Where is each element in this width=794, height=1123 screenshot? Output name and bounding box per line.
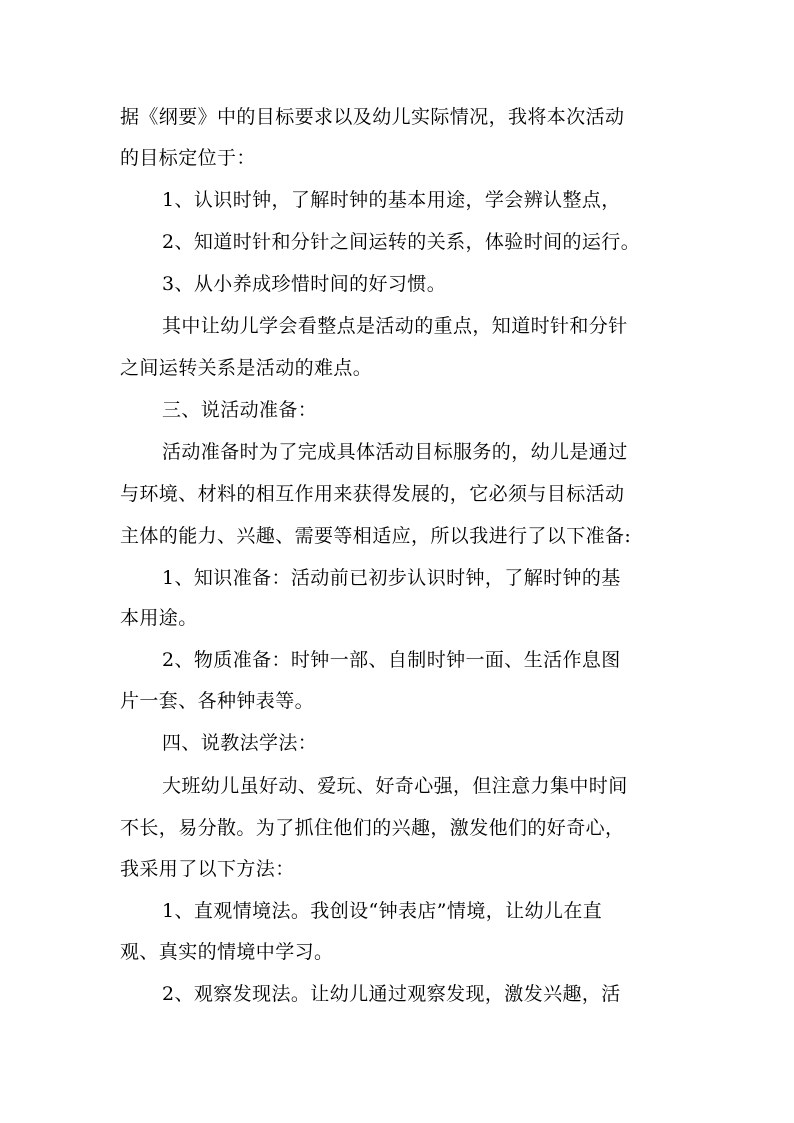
text-line: 1、直观情境法。我创设“钟表店”情境，让幼儿在直 <box>162 900 603 922</box>
text-line: 本用途。 <box>120 607 198 629</box>
text-line: 观、真实的情境中学习。 <box>120 941 334 963</box>
text-line: 1、知识准备：活动前已初步认识时钟，了解时钟的基 <box>162 567 621 589</box>
text-line: 片一套、各种钟表等。 <box>120 690 315 712</box>
text-line: 不长，易分散。为了抓住他们的兴趣，激发他们的好奇心， <box>120 817 625 839</box>
text-line: 之间运转关系是活动的难点。 <box>120 357 373 379</box>
text-line: 2、观察发现法。让幼儿通过观察发现，激发兴趣，活 <box>162 983 621 1005</box>
text-line: 我采用了以下方法： <box>120 858 295 880</box>
text-line: 其中让幼儿学会看整点是活动的重点，知道时针和分针 <box>162 315 628 337</box>
text-line: 1、认识时钟，了解时钟的基本用途，学会辨认整点， <box>162 189 621 211</box>
text-line: 主体的能力、兴趣、需要等相适应，所以我进行了以下准备: <box>120 525 632 547</box>
text-line: 2、知道时针和分针之间运转的关系，体验时间的运行。 <box>162 231 641 253</box>
text-line: 的目标定位于： <box>120 147 256 169</box>
text-line: 3、从小养成珍惜时间的好习惯。 <box>162 273 447 295</box>
text-line: 活动准备时为了完成具体活动目标服务的，幼儿是通过 <box>162 441 628 463</box>
text-line: 大班幼儿虽好动、爱玩、好奇心强，但注意力集中时间 <box>162 775 628 797</box>
text-line: 与环境、材料的相互作用来获得发展的，它必须与目标活动 <box>120 483 625 505</box>
section-heading: 四、说教法学法： <box>162 732 318 754</box>
section-heading: 三、说活动准备： <box>162 399 318 421</box>
text-line: 据《纲要》中的目标要求以及幼儿实际情况，我将本次活动 <box>120 106 625 128</box>
text-line: 2、物质准备：时钟一部、自制时钟一面、生活作息图 <box>162 649 621 671</box>
